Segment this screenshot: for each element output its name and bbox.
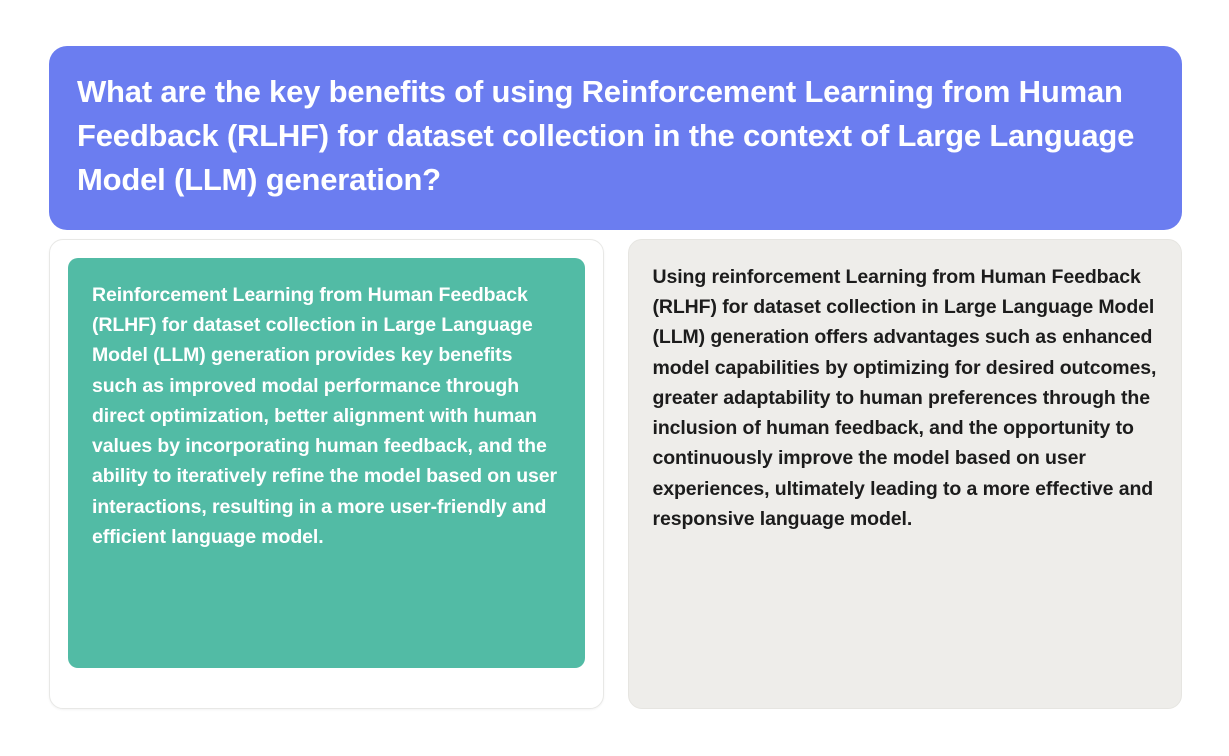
question-card (49, 46, 1182, 230)
answer-card-a[interactable] (49, 239, 604, 709)
answer-b-text: Using reinforcement Learning from Human Feedback (RLHF) for dataset collection in Large Language Model (LLM) generation offers advantages such as enhanced model capabilities by optimizing for desired outcomes, greater adaptability to human preferences through the inclusion of human feedback, and the opportunity to continuously improve the model based on user experiences, ultimately leading to a more effective and responsive language model. (652, 266, 1157, 530)
question-text: What are the key benefits of using Reinforcement Learning from Human Feedback (RLHF) for dataset collection in the context of Large Language Model (LLM) generation? (77, 74, 1135, 198)
answer-a-text: Reinforcement Learning from Human Feedback (RLHF) for dataset collection in Large Language Model (LLM) generation provides key benefits such as improved modal performance through direct optimization, better alignment with human values by incorporating human feedback, and the ability to iteratively refine the model based on user interactions, resulting in a more user-friendly and efficient language model. (92, 284, 557, 548)
answer-card-b[interactable] (628, 239, 1183, 709)
answers-container (49, 239, 1182, 709)
answer-b-body (651, 258, 1160, 534)
answer-a-highlight (68, 258, 585, 668)
